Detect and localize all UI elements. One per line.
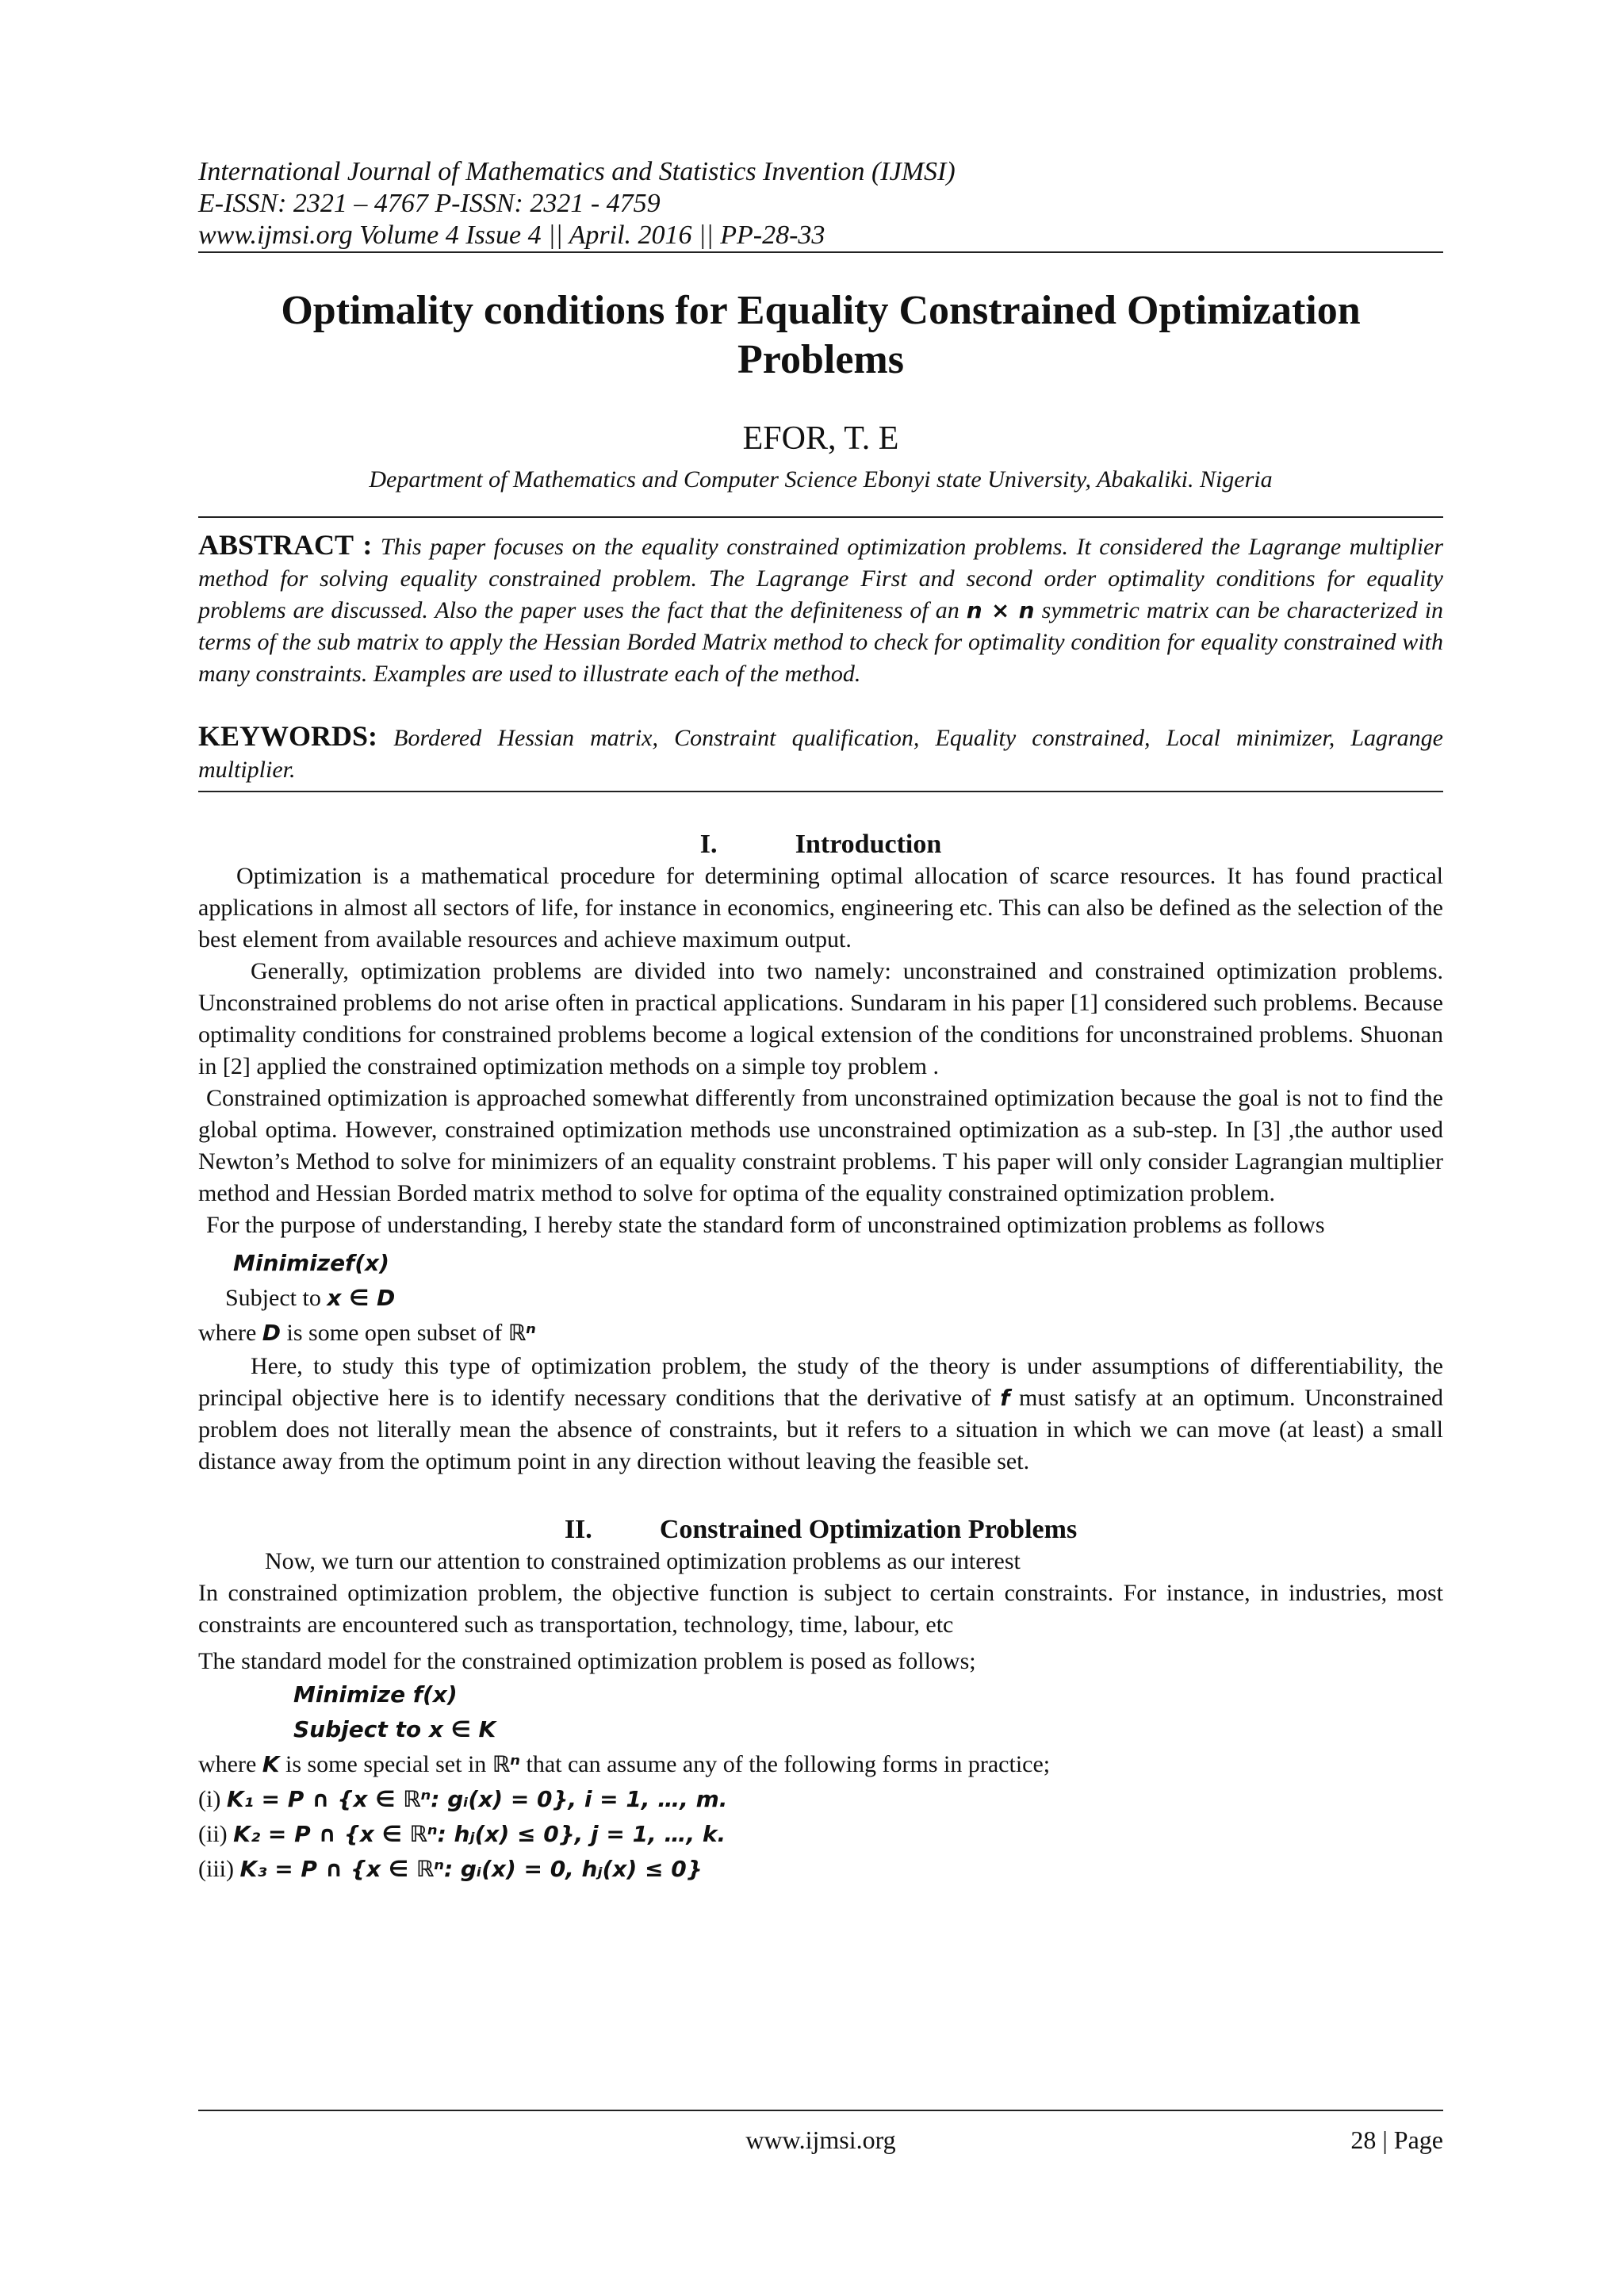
text-fragment: that can assume any of the following forms in practice; xyxy=(526,1751,1051,1777)
text-fragment: where xyxy=(198,1320,257,1346)
math-expression: Subject to x ∈ K xyxy=(293,1716,496,1742)
paragraph: Optimization is a mathematical procedure for determining optimal allocation of scarce resources. It has found practical applications in almost all sectors of life, for instance in economics, engineering etc. This can also be defined as the selection of the best element from available resources and achieve maximum output. xyxy=(198,863,1443,953)
footer-url: www.ijmsi.org xyxy=(745,2125,896,2154)
form-label: (ii) xyxy=(198,1821,228,1847)
journal-issn: E-ISSN: 2321 – 4767 P-ISSN: 2321 - 4759 xyxy=(198,189,661,218)
equation-subject-2 xyxy=(198,1712,1443,1747)
journal-header xyxy=(198,156,1443,251)
constraint-form xyxy=(198,1852,1443,1887)
math-expression: ℝⁿ xyxy=(492,1751,520,1777)
journal-volume: www.ijmsi.org Volume 4 Issue 4 || April. 2016 || PP-28-33 xyxy=(198,220,825,250)
paragraph: In constrained optimization problem, the objective function is subject to certain constraints. For instance, in industries, most constraints are encountered such as transportation, technology, time, labour, etc xyxy=(198,1580,1443,1638)
math-expression: K₃ = P ∩ {x ∈ ℝⁿ: gᵢ(x) = 0, hⱼ(x) ≤ 0} xyxy=(239,1856,703,1882)
where-line-2 xyxy=(198,1747,1443,1782)
section-number-1: I. xyxy=(699,830,718,859)
paper-title: Optimality conditions for Equality Constrained Optimization Problems xyxy=(281,288,1361,382)
math-expression: D xyxy=(262,1320,282,1346)
abstract xyxy=(198,529,1443,690)
math-expression: K₁ = P ∩ {x ∈ ℝⁿ: gᵢ(x) = 0}, i = 1, …, m. xyxy=(226,1786,728,1812)
abstract-top-rule xyxy=(198,516,1443,518)
section-number-2: II. xyxy=(564,1515,592,1544)
form-label: (i) xyxy=(198,1786,221,1812)
abstract-text-a: This paper focuses on the equality constrained optimization problems. It considered the Lagrange multiplier method for solving equality constrained problem. The Lagrange First and second order optimality conditions for equality problems are discussed. Also the paper uses the fact that the definiteness of an xyxy=(198,534,1444,623)
paragraph: For the purpose of understanding, I hereby state the standard form of unconstrained optimization problems as follows xyxy=(206,1212,1325,1238)
text-fragment: Here, to study this type of optimization problem, the study of the theory is under assumptions of differentiability, the principal objective here is to identify necessary conditions that the derivative of xyxy=(198,1353,1443,1411)
subject-label: Subject to xyxy=(225,1285,321,1311)
paragraph: Constrained optimization is approached somewhat differently from unconstrained optimization because the goal is not to find the global optima. However, constrained optimization methods use unconstrained optimization as a sub-step. In [3] ,the author used Newton’s Method to solve for minimizers of an equality constraint problems. T his paper will only consider Lagrangian multiplier method and Hessian Borded matrix method to solve for optima of the equality constrained optimization problem. xyxy=(198,1085,1443,1206)
section-heading-1 xyxy=(198,829,1443,861)
paragraph: Generally, optimization problems are divided into two namely: unconstrained and constrained optimization problems. Unconstrained problems do not arise often in practical applications. Sundaram in his paper [1] considered such problems. Because optimality conditions for constrained problems become a logical extension of the conditions for unconstrained problems. Shuonan in [2] applied the constrained optimization methods on a simple toy problem . xyxy=(198,958,1443,1079)
constraint-form xyxy=(198,1782,1443,1817)
keywords-rule xyxy=(198,791,1443,792)
section-heading-2 xyxy=(198,1514,1443,1546)
math-expression: x ∈ D xyxy=(327,1285,396,1311)
text-fragment: where xyxy=(198,1751,257,1777)
equation-minimize xyxy=(198,1246,1443,1281)
keywords xyxy=(198,720,1443,786)
section-title-2: Constrained Optimization Problems xyxy=(659,1515,1078,1544)
page-footer xyxy=(198,2110,1443,2154)
math-expression: Minimize f(x) xyxy=(293,1681,458,1708)
constraint-form xyxy=(198,1817,1443,1852)
equation-subject xyxy=(198,1281,1443,1316)
paragraph xyxy=(198,1351,1443,1478)
page-number: 28 | Page xyxy=(1350,2125,1443,2154)
paragraph: Now, we turn our attention to constrained optimization problems as our interest xyxy=(265,1548,1021,1574)
math-expression: K xyxy=(262,1751,280,1777)
footer-rule xyxy=(198,2110,1443,2111)
math-expression: K₂ = P ∩ {x ∈ ℝⁿ: hⱼ(x) ≤ 0}, j = 1, …, k. xyxy=(233,1821,726,1847)
affiliation: Department of Mathematics and Computer Science Ebonyi state University, Abakaliki. Nigeria xyxy=(369,466,1273,493)
author: EFOR, T. E xyxy=(742,420,899,457)
abstract-text-b: symmetric matrix can be characterized in terms of the sub matrix to apply the Hessian Borded Matrix method to check for optimality condition for equality constrained with many constraints. Examples are used to illustrate each of the method. xyxy=(198,597,1444,687)
keywords-label: KEYWORDS: xyxy=(198,720,378,752)
page-body xyxy=(198,151,1443,1887)
keywords-text: Bordered Hessian matrix, Constraint qualification, Equality constrained, Local minimizer, Lagrange multiplier. xyxy=(198,725,1443,783)
abstract-math: n × n xyxy=(966,597,1035,623)
text-fragment: must satisfy at an optimum. Unconstrained problem does not literally mean the absence of constraints, but it refers to a situation in which we can move (at least) a small distance away from the optimum point in any direction without leaving the feasible set. xyxy=(198,1385,1444,1474)
form-label: (iii) xyxy=(198,1856,234,1882)
journal-name: International Journal of Mathematics and Statistics Invention (IJMSI) xyxy=(198,157,956,186)
paragraph: The standard model for the constrained optimization problem is posed as follows; xyxy=(198,1648,976,1674)
text-fragment: is some special set in xyxy=(285,1751,487,1777)
text-fragment: is some open subset of xyxy=(286,1320,503,1346)
equation-minimize-2 xyxy=(198,1677,1443,1712)
math-expression: Minimizef(x) xyxy=(233,1250,389,1276)
section-title-1: Introduction xyxy=(795,830,942,859)
abstract-label: ABSTRACT : xyxy=(198,529,373,561)
header-rule xyxy=(198,251,1443,253)
where-line xyxy=(198,1316,1443,1351)
math-expression: ℝⁿ xyxy=(508,1320,536,1346)
math-expression: f xyxy=(1000,1385,1010,1411)
